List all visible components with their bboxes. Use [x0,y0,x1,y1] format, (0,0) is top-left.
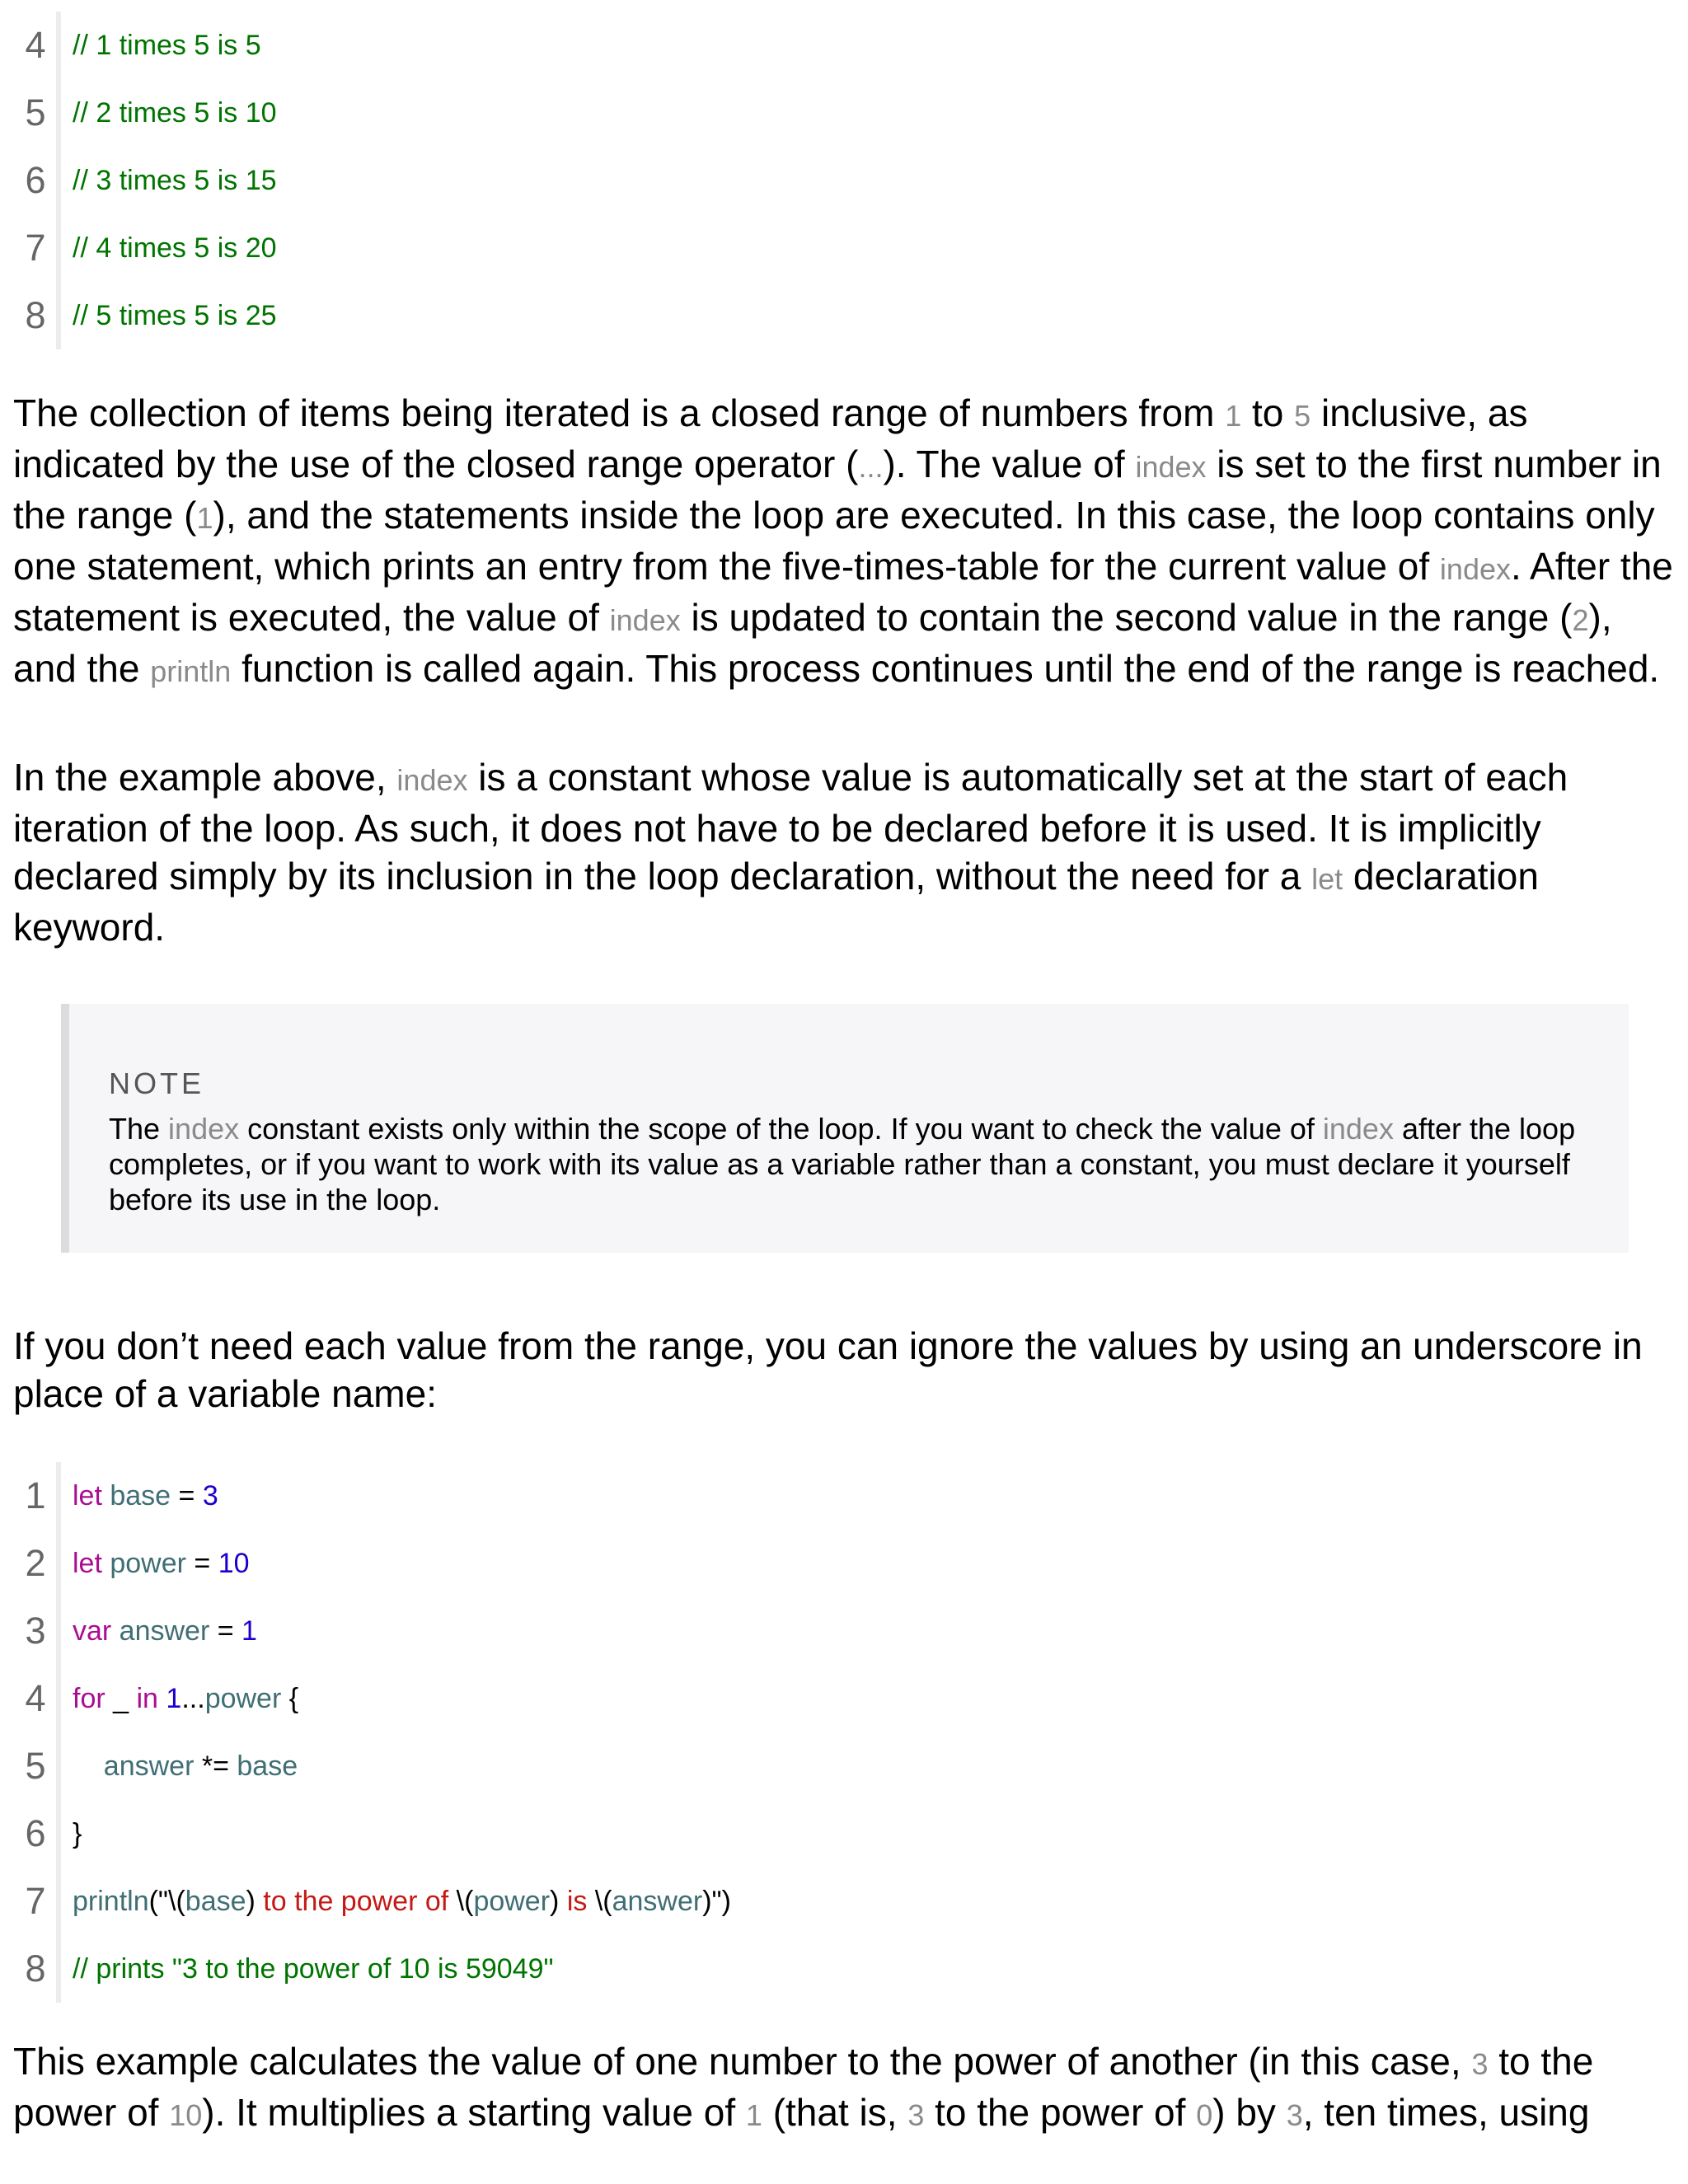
inline-code: index [1322,1112,1394,1146]
note-box [61,1004,1629,1253]
text: to [1241,391,1295,434]
code-token: base [185,1886,246,1917]
code-text: // 1 times 5 is 5 [73,30,261,61]
code-text: // 2 times 5 is 10 [73,97,277,129]
code-line [0,1935,824,2003]
code-token: power [204,1683,282,1714]
inline-code: ... [858,450,884,484]
inline-code: index [1439,552,1511,586]
inline-code: index [1135,450,1207,484]
inline-code: index [168,1112,240,1146]
code-token: let [73,1548,102,1579]
inline-code: 2 [1572,603,1589,637]
code-line [0,1530,824,1597]
paragraph-index-constant [13,753,1678,951]
code-text [73,1868,731,1935]
line-number: 4 [25,1677,46,1719]
line-number: 6 [25,1812,46,1854]
code-gutter [56,1868,61,1935]
code-gutter [56,1732,61,1800]
code-token: println [73,1886,149,1917]
code-line [0,282,824,349]
line-number: 1 [25,1474,46,1516]
code-token: = [209,1615,242,1647]
code-token: = [171,1480,203,1511]
code-text [73,1935,554,2003]
code-token: _ [105,1683,137,1714]
paragraph-range-explanation [13,389,1678,696]
code-text [73,1462,218,1530]
text: ), and the [13,596,1612,690]
code-gutter [56,1462,61,1530]
code-line [0,1868,824,1935]
code-token: \( [456,1886,474,1917]
text: is set to the first number in the range ( [13,443,1662,537]
text: ) by [1212,2091,1287,2134]
code-token: ) [550,1886,560,1917]
code-token: answer [73,1750,195,1782]
line-number: 3 [25,1610,46,1652]
code-line [0,1597,824,1665]
code-token: \( [594,1886,612,1917]
note-label: NOTE [109,1066,205,1100]
code-text [73,1732,298,1800]
code-token: 3 [202,1480,218,1511]
code-token: ("\( [148,1886,185,1917]
code-token: var [73,1615,112,1647]
code-token: *= [194,1750,237,1782]
code-token: { [281,1683,299,1714]
text: declaration keyword. [13,855,1539,949]
text: ). It multiplies a starting value of [202,2091,746,2134]
line-number: 5 [25,1745,46,1787]
code-gutter [56,214,61,282]
code-gutter [56,1597,61,1665]
line-number: 5 [25,91,46,134]
code-text [73,1597,257,1665]
text: ). The value of [883,443,1136,485]
code-line [0,79,824,147]
code-gutter [56,79,61,147]
inline-code: index [609,603,681,637]
code-gutter [56,12,61,79]
inline-code: 3 [1471,2047,1489,2081]
code-token: is [559,1886,595,1917]
code-text: // 3 times 5 is 15 [73,165,277,196]
text: inclusive, as indicated by the use of the closed range operator ( [13,391,1528,485]
text: to the power of [924,2091,1197,2134]
code-text [73,1665,298,1732]
code-token: 10 [218,1548,250,1579]
text: This example calculates the value of one number to the power of another (in this case, [13,2040,1472,2083]
text: The collection of items being iterated is a closed range of numbers from [13,391,1226,434]
code-token: base [101,1480,171,1511]
text: (that is, [762,2091,908,2134]
inline-code: let [1311,862,1343,896]
code-token: ) [246,1886,256,1917]
inline-code: 3 [1286,2098,1303,2132]
text: If you don’t need each value from the range, you can ignore the values by using an underscore in place of a variable name: [13,1324,1643,1415]
code-text: // 4 times 5 is 20 [73,232,277,264]
line-number: 7 [25,227,46,269]
code-gutter [56,147,61,214]
code-token: // prints "3 to the power of 10 is 59049" [73,1953,554,1985]
text: is a constant whose value is automatically set at the start of each iteration of the loop. As such, it does not have to be declared before it is used. It is implicitly declared simply by its inclusion in the loop declaration, without the need for a [13,756,1568,898]
inline-code: 5 [1294,399,1311,433]
line-number: 8 [25,294,46,336]
code-gutter [56,1665,61,1732]
code-token: = [185,1548,218,1579]
code-line [0,1665,824,1732]
code-line [0,1732,824,1800]
code-text: // 5 times 5 is 25 [73,300,277,331]
code-token: power [473,1886,551,1917]
code-token: } [73,1818,82,1849]
code-gutter [56,1800,61,1868]
text: , ten times, using [1302,2091,1590,2134]
inline-code: index [396,763,468,797]
code-line [0,147,824,214]
code-line [0,1462,824,1530]
text: The [109,1112,169,1146]
note-text [109,1111,1592,1217]
code-token: )") [702,1886,731,1917]
inline-code: 1 [196,501,213,535]
inline-code: 1 [1225,399,1242,433]
line-number: 4 [25,24,46,66]
code-token: for [73,1683,106,1714]
text: to the power of [13,2040,1594,2134]
paragraph-underscore [13,1322,1678,1418]
line-number: 7 [25,1880,46,1922]
text: function is called again. This process continues until the end of the range is reached. [231,647,1660,690]
code-line [0,12,824,79]
line-number: 6 [25,159,46,201]
code-gutter [56,1935,61,2003]
inline-code: 1 [745,2098,762,2132]
inline-code: 3 [907,2098,925,2132]
text: is updated to contain the second value in the range ( [680,596,1573,639]
line-number: 2 [25,1542,46,1584]
code-gutter [56,1530,61,1597]
code-text [73,1530,250,1597]
code-gutter [56,282,61,349]
inline-code: 10 [169,2098,203,2132]
code-token [158,1683,166,1714]
code-token: to the power of [255,1886,457,1917]
code-token: power [101,1548,186,1579]
code-token: answer [111,1615,210,1647]
text: In the example above, [13,756,397,799]
line-number: 8 [25,1947,46,1990]
inline-code: 0 [1196,2098,1213,2132]
paragraph-power-explanation [13,2037,1678,2139]
text: . After the statement is executed, the value of [13,545,1673,639]
text: constant exists only within the scope of the loop. If you want to check the value of [239,1112,1323,1146]
code-line [0,1800,824,1868]
code-line [0,214,824,282]
text: ), and the statements inside the loop are executed. In this case, the loop contains only one statement, which prints an entry from the five-times-table for the current value of [13,494,1655,588]
code-token: answer [612,1886,703,1917]
code-token: in [136,1683,158,1714]
code-token: 1 [166,1683,182,1714]
code-token: let [73,1480,102,1511]
inline-code: println [150,654,232,688]
code-text [73,1800,82,1868]
code-token: 1 [241,1615,257,1647]
code-token: base [237,1750,298,1782]
code-token: ... [181,1683,205,1714]
text: after the loop completes, or if you want to work with its value as a variable rather than a constant, you must declare it yourself before its use in the loop. [109,1112,1576,1216]
